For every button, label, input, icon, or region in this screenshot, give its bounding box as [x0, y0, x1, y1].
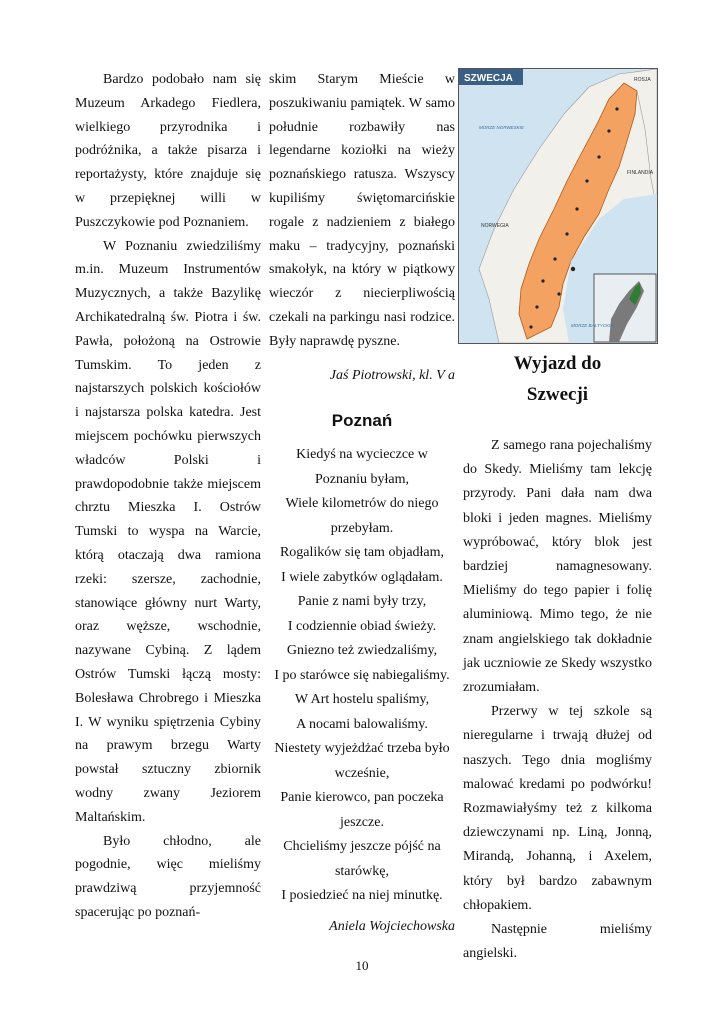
map-graphic	[459, 69, 657, 343]
poem-line: Panie kierowco, pan poczeka jeszcze.	[280, 790, 444, 830]
map-label: NORWEGIA	[481, 223, 509, 229]
poem-line: I posiedzieć na niej minutkę.	[281, 888, 443, 904]
author-signature: Jaś Piotrowski, kl. V a	[329, 367, 455, 383]
paragraph: Bardzo podobało nam się Muzeum Arkadego Fiedlera, wielkiego przyrodnika i podróżnika, a także pisarza i reportażysty, które znajduje się w przepięknej willi w Puszczykowie pod Poznaniem.	[75, 72, 261, 230]
author-signature: Aniela Wojciechowska	[329, 918, 455, 934]
article-title-line: Szwecji	[526, 384, 589, 405]
poem	[269, 443, 455, 909]
paragraph: Z samego rana pojechaliśmy do Skedy. Mieliśmy tam lekcję przyrody. Pani dała nam dwa bloki i jeden magnes. Mieliśmy wypróbować, który blok jest bardziej namagnesowany. Mieliśmy do tego papier i folię aluminiową. Mimo tego, że nie znam angielskiego tak dokładnie jak uczniowie ze Skedy wszystko zrozumiałam.	[463, 438, 652, 696]
paragraph: Następnie mieliśmy angielski.	[463, 922, 652, 962]
poem-line: W Art hostelu spaliśmy,	[294, 692, 430, 708]
article-title	[463, 348, 652, 410]
map-label: FINLANDIA	[627, 170, 654, 176]
map-label: MORZE NORWESKIE	[479, 125, 524, 130]
article-title-line: Wyjazd do	[513, 353, 602, 374]
article-column-2	[269, 68, 455, 938]
article-column-3	[463, 434, 652, 966]
paragraph: Było chłodno, ale pogodnie, więc mieliśmy prawdziwą przyjemność spacerując po poznań-	[75, 833, 261, 920]
page-number: 10	[355, 958, 369, 973]
paragraph: skim Starym Mieście w poszukiwaniu pamiątek. W samo południe rozbawiły nas legendarne koziołki na wieży poznańskiego ratusza. Wszyscy kupiliśmy świętomarcińskie rogale z nadzieniem z białego maku – tradycyjny, poznański smakołyk, na który w piątkowy wieczór z niecierpliwością czekali na parkingu nasi rodzice. Były naprawdę pyszne.	[269, 72, 455, 349]
map-title: SZWECJA	[464, 73, 513, 84]
paragraph: Przerwy w tej szkole są nieregularne i trwają dłużej od naszych. Tego dnia mogliśmy malować kredami po podwórku! Rozmawiałyśmy też z kilkoma dziewczynami np. Liną, Jonną, Mirandą, Johanną, i Axelem, który był bardzo zabawnym chłopakiem.	[463, 704, 652, 913]
poem-line: Rogalików się tam objadłam,	[279, 545, 445, 561]
poem-line: Gniezno też zwiedzaliśmy,	[286, 643, 438, 659]
poem-line: A nocami balowaliśmy.	[296, 716, 428, 732]
poem-line: Panie z nami były trzy,	[297, 594, 427, 610]
poem-line: I codziennie obiad świeży.	[287, 618, 437, 634]
poem-line: Niestety wyjeżdżać trzeba było wcześnie,	[274, 741, 450, 781]
map-label: ROSJA	[634, 77, 651, 83]
poem-line: Kiedyś na wycieczce w Poznaniu byłam,	[296, 447, 428, 487]
sweden-map	[458, 68, 658, 344]
poem-line: Chcieliśmy jeszcze pójść na starówkę,	[283, 839, 441, 879]
map-label: MORZE BAŁTYCKIE	[571, 323, 614, 328]
poem-title: Poznań	[331, 411, 393, 431]
poem-line: I po starówce się nabiegaliśmy.	[274, 667, 450, 683]
article-column-1	[75, 68, 261, 925]
paragraph: W Poznaniu zwiedziliśmy m.in. Muzeum Instrumentów Muzycznych, a także Bazylikę Archikatedralną św. Piotra i św. Pawła, położoną na Ostrowie Tumskim. To jeden z najstarszych polskich kościołów i najstarsza polska katedra. Jest miejscem pochówku pierwszych władców Polski i prawdopodobnie także miejscem chrztu Mieszka I. Ostrów Tumski to wyspa na Warcie, którą otaczają dwa ramiona rzeki: szersze, zachodnie, stanowiące główny nurt Warty, oraz węższe, wschodnie, nazywane Cybiną. Z lądem Ostrów Tumski łączą mosty: Bolesława Chrobrego i Mieszka I. W wyniku spiętrzenia Cybiny na prawym brzegu Warty powstał sztuczny zbiornik wodny zwany Jeziorem Maltańskim.	[75, 238, 261, 825]
poem-line: Wiele kilometrów do niego przebyłam.	[285, 496, 439, 536]
poem-line: I wiele zabytków oglądałam.	[281, 569, 443, 585]
